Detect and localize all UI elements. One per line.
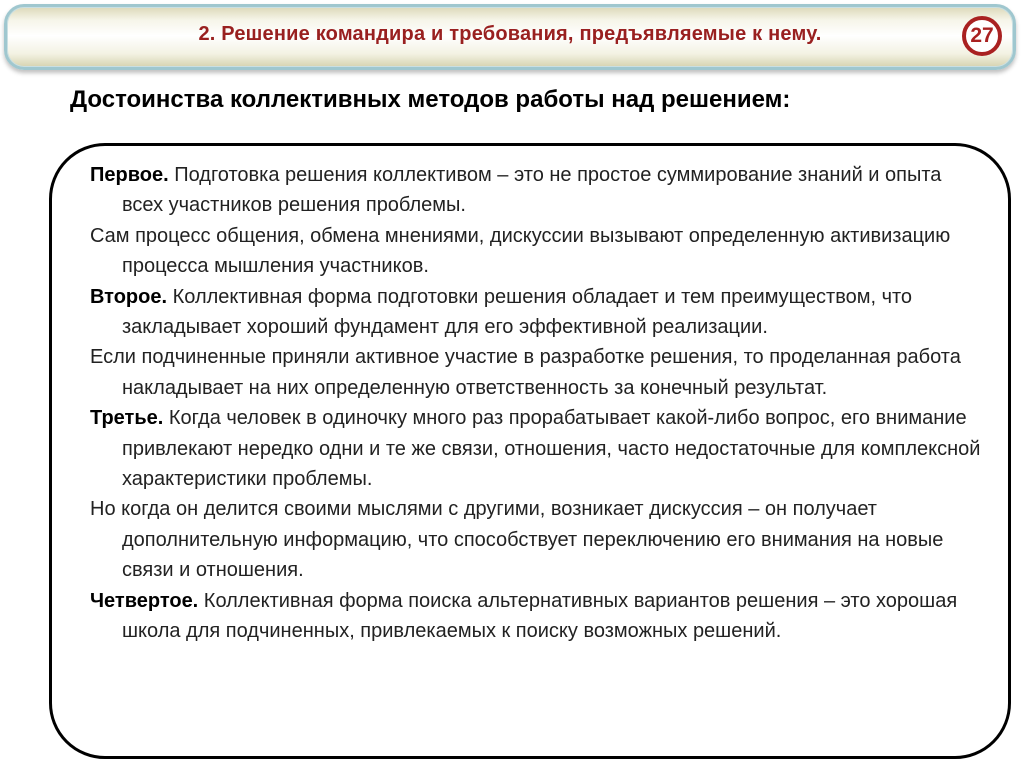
paragraph-third-detail <box>90 494 985 585</box>
paragraph-text: Коллективная форма подготовки решения обладает и тем преимуществом, что закладывает хороший фундамент для его эффективной реализации. <box>122 285 913 339</box>
paragraph-first <box>90 160 985 221</box>
header-bar <box>4 4 1016 70</box>
paragraph-list <box>90 160 985 647</box>
paragraph-second <box>90 282 985 343</box>
paragraph-text: Если подчиненные приняли активное участие в разработке решения, то проделанная работа накладывает на них определенную ответственность за конечный результат. <box>90 346 961 399</box>
paragraph-third <box>90 403 985 494</box>
paragraph-text: Сам процесс общения, обмена мнениями, дискуссии вызывают определенную активизацию процесса мышления участников. <box>90 224 951 278</box>
paragraph-second-detail <box>90 342 985 403</box>
paragraph-first-detail <box>90 221 985 282</box>
paragraph-text: Коллективная форма поиска альтернативных вариантов решения – это хорошая школа для подчиненных, привлекаемых к поиску возможных решений. <box>122 589 958 643</box>
paragraph-lead: Четвертое. <box>90 589 199 612</box>
paragraph-text: Подготовка решения коллективом – это не простое суммирование знаний и опыта всех участников решения проблемы. <box>122 164 942 217</box>
page-title: Достоинства коллективных методов работы над решением: <box>70 86 791 113</box>
paragraph-lead: Третье. <box>90 407 164 430</box>
paragraph-lead: Первое. <box>90 164 169 186</box>
paragraph-text: Но когда он делится своими мыслями с другими, возникает дискуссия – он получает дополнительную информацию, что способствует переключению его внимания на новые связи и отношения. <box>90 498 944 582</box>
paragraph-fourth <box>90 586 985 647</box>
paragraph-lead: Второе. <box>90 285 168 308</box>
page-number-badge: 27 <box>962 16 1002 56</box>
section-title: 2. Решение командира и требования, предъявляемые к нему. <box>198 23 822 45</box>
paragraph-text: Когда человек в одиночку много раз прорабатывает какой-либо вопрос, его внимание привлекают нередко одни и те же связи, отношения, часто недостаточные для комплексной характеристики проблемы. <box>122 407 981 491</box>
